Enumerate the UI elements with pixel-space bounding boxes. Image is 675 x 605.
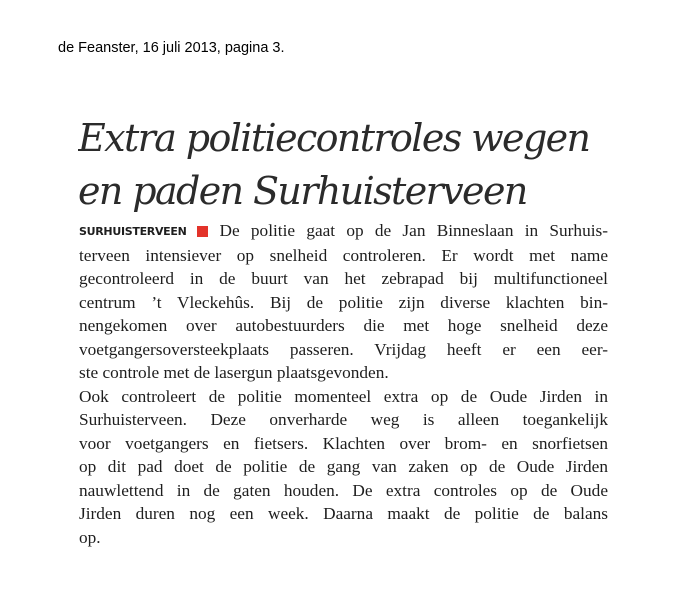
dateline: SURHUISTERVEEN — [79, 225, 187, 238]
body-line-8: Ook controleert de politie momenteel extra op de Oude Jirden in — [79, 386, 608, 406]
body-line-4: centrum ’t Vleckehûs. Bij de politie zijn diverse klachten bin- — [79, 292, 608, 312]
body-line-11: op dit pad doet de politie de gang van zaken op de Oude Jirden — [79, 457, 608, 476]
body-line-9: Surhuisterveen. Deze onverharde weg is alleen toegankelijk — [79, 410, 608, 429]
source-citation: de Feanster, 16 juli 2013, pagina 3. — [58, 40, 285, 56]
headline-line-2: en paden Surhuisterveen — [78, 169, 527, 213]
article-headline — [78, 112, 658, 218]
body-line-14: op. — [79, 527, 101, 547]
body-line-13: Jirden duren nog een week. Daarna maakt de politie de balans — [79, 504, 608, 523]
article-body — [79, 219, 608, 549]
body-line-10: voor voetgangers en fietsers. Klachten over brom- en snorfietsen — [79, 433, 608, 453]
body-line-5: nengekomen over autobestuurders die met hoge snelheid deze — [79, 316, 608, 335]
body-line-1 — [79, 219, 608, 244]
body-line-7: ste controle met de lasergun plaatsgevonden. — [79, 363, 389, 382]
red-square-marker-icon — [197, 226, 208, 237]
body-line-12: nauwlettend in de gaten houden. De extra controles op de Oude — [79, 480, 608, 500]
body-line-1-text: De politie gaat op de Jan Binneslaan in Surhuis- — [219, 221, 608, 240]
body-line-6: voetgangersoversteekplaats passeren. Vrijdag heeft er een eer- — [79, 339, 608, 359]
headline-line-1: Extra politiecontroles wegen — [78, 116, 590, 160]
body-line-2: terveen intensiever op snelheid controleren. Er wordt met name — [79, 245, 608, 265]
body-line-3: gecontroleerd in de buurt van het zebrapad bij multifunctioneel — [79, 269, 608, 288]
